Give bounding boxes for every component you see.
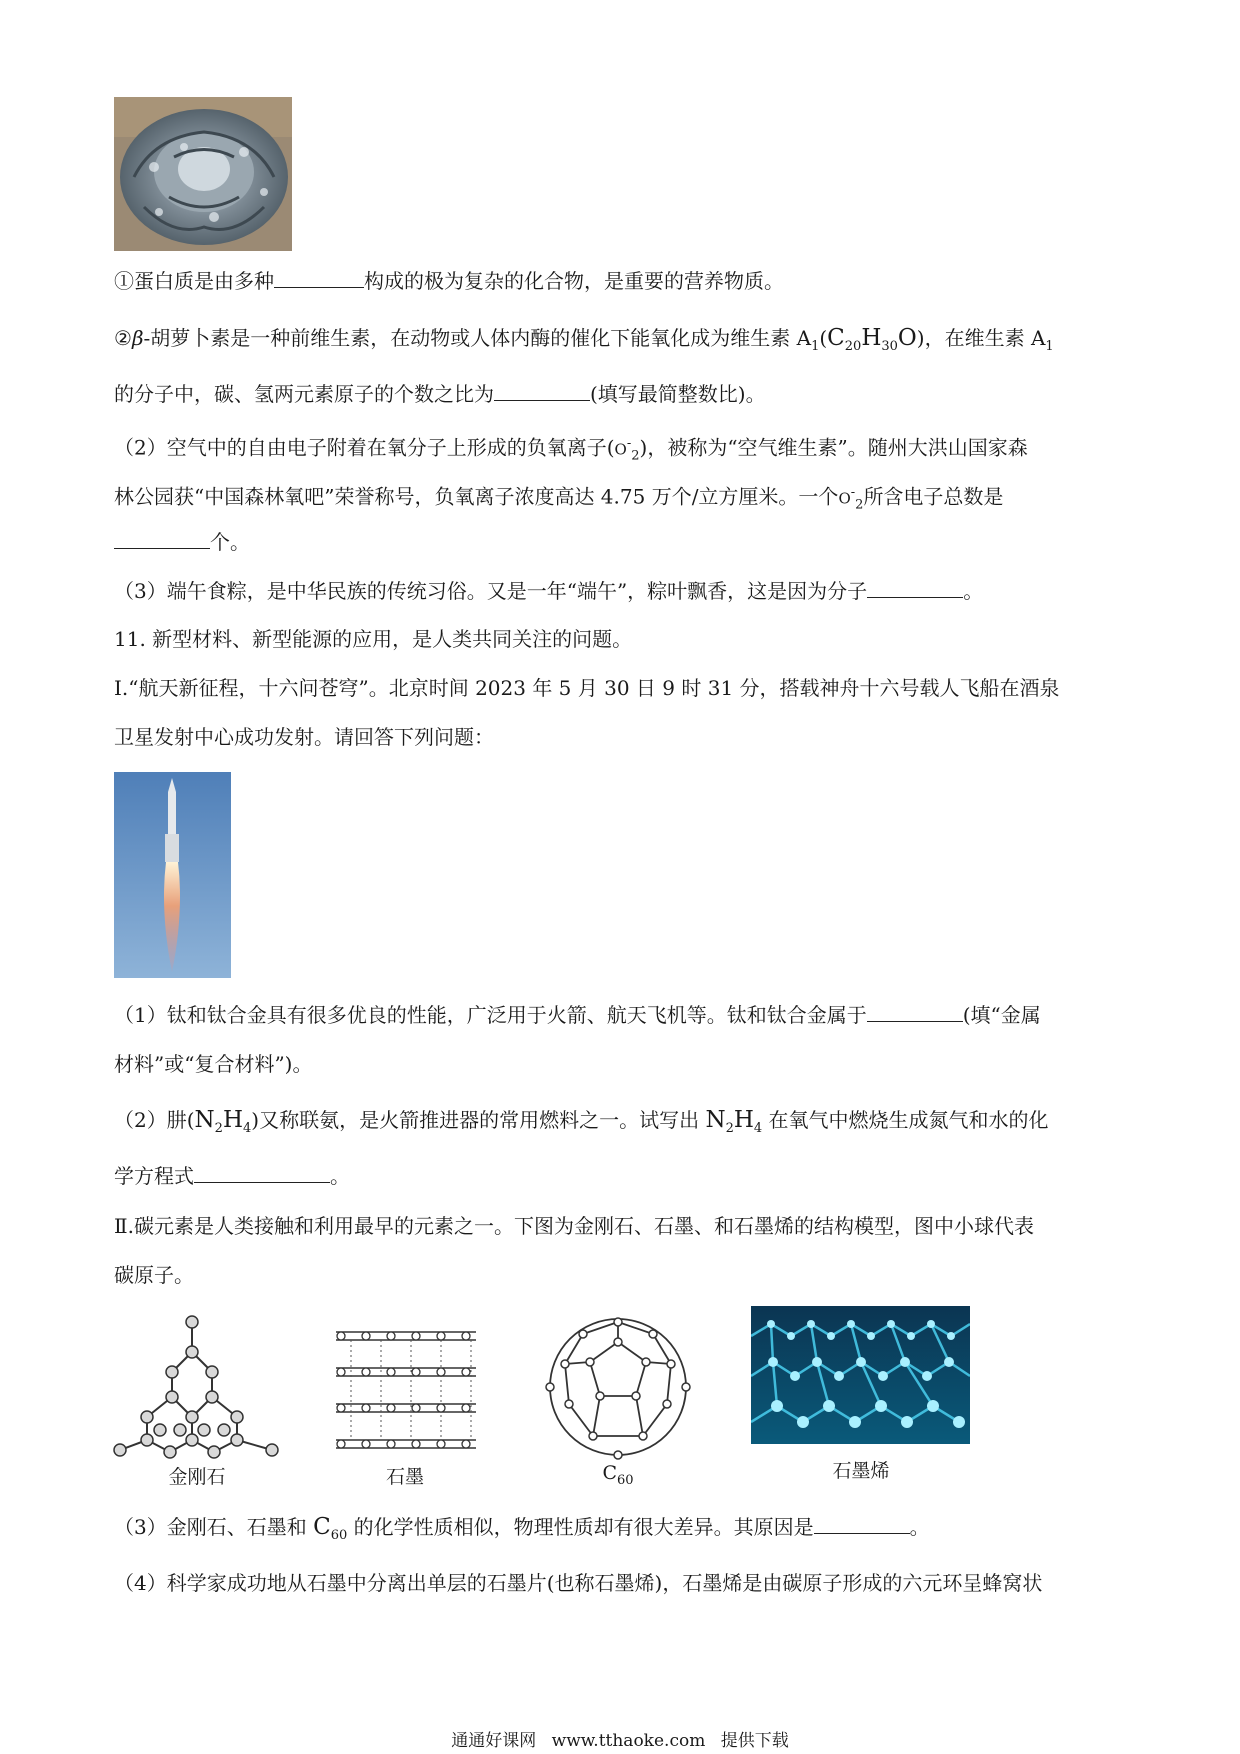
subscript: 2 xyxy=(725,1121,734,1136)
q11-title: 11. 新型材料、新型能源的应用，是人类共同关注的问题。 xyxy=(114,627,633,651)
text: （2）空气中的自由电子附着在氧分子上形成的负氧离子( xyxy=(114,435,615,460)
subscript: 4 xyxy=(753,1121,763,1136)
caption-c60 xyxy=(563,1462,673,1488)
q11-a5 xyxy=(114,1512,1134,1551)
text: 学方程式 xyxy=(114,1164,194,1188)
text: 个。 xyxy=(210,530,250,554)
footer-tail: 提供下载 xyxy=(720,1731,789,1751)
text: ( xyxy=(819,326,828,350)
subscript: 2 xyxy=(214,1121,223,1136)
text: （3）端午食粽，是中华民族的传统习俗。又是一年“端午”，粽叶飘香，这是因为分子 xyxy=(114,579,868,603)
text: -胡萝卜素是一种前维生素，在动物或人体内酶的催化下能氧化成为维生素 A xyxy=(143,326,812,350)
text: )，在维生素 A xyxy=(916,326,1046,350)
caption-diamond: 金刚石 xyxy=(168,1466,226,1488)
q11-intro-2: 卫星发射中心成功发射。请回答下列问题： xyxy=(114,725,494,749)
formula-c: C xyxy=(313,1514,331,1540)
caption-graphene: 石墨烯 xyxy=(832,1460,890,1482)
superscript: - xyxy=(626,436,632,451)
text: 。 xyxy=(963,579,984,603)
subscript: 1 xyxy=(1045,339,1054,354)
graphene-structure-figure xyxy=(751,1306,970,1444)
subscript: 60 xyxy=(617,1472,634,1488)
formula-h: H xyxy=(861,325,882,351)
subscript: 2 xyxy=(855,497,864,513)
text: 构成的极为复杂的化合物，是重要的营养物质。 xyxy=(364,269,784,293)
text: （3）金刚石、石墨和 xyxy=(114,1515,314,1539)
formula-c: C xyxy=(827,325,845,351)
rocket-launch-photo xyxy=(114,772,231,978)
q11-a6: （4）科学家成功地从石墨中分离出单层的石墨片(也称石墨烯)，石墨烯是由碳原子形成的六元环呈蜂窝状 xyxy=(114,1571,1043,1595)
text: 在氧气中燃烧生成氮气和水的化 xyxy=(762,1108,1049,1132)
q10-line-7 xyxy=(114,576,1134,606)
q10-line-3 xyxy=(114,379,1134,409)
formula-o: O xyxy=(897,325,917,351)
q11-intro-1: Ⅰ.“航天新征程，十六问苍穹”。北京时间 2023 年 5 月 30 日 9 时 31 分，搭载神舟十六号载人飞船在酒泉 xyxy=(114,676,1060,700)
q10-line-4 xyxy=(114,429,1134,472)
caption-graphite: 石墨 xyxy=(385,1466,424,1488)
footer-site: 通通好课网 xyxy=(451,1731,537,1751)
text: 的分子中，碳、氢两元素原子的个数之比为 xyxy=(114,382,494,406)
superscript: - xyxy=(850,485,856,500)
c60-structure-figure xyxy=(543,1312,693,1462)
formula-h: H xyxy=(733,1107,754,1133)
subscript: 1 xyxy=(811,339,820,354)
q10-line-1 xyxy=(114,266,1134,296)
subscript: 20 xyxy=(844,339,862,354)
text: 。 xyxy=(909,1515,930,1539)
q10-line-2 xyxy=(114,323,1134,362)
formula-o: O xyxy=(838,489,851,508)
frosted-cabbage-photo xyxy=(114,97,292,251)
q11-a4 xyxy=(114,1161,1134,1191)
answer-blank-molecules[interactable] xyxy=(867,577,963,598)
text: ② xyxy=(114,326,132,350)
q10-line-6 xyxy=(114,527,1134,557)
q10-line-5 xyxy=(114,478,1134,521)
diamond-structure-figure xyxy=(112,1312,282,1462)
q11-ii-1: Ⅱ.碳元素是人类接触和利用最早的元素之一。下图为金刚石、石墨、和石墨烯的结构模型，图中小球代表 xyxy=(114,1214,1034,1238)
text: 的化学性质相似，物理性质却有很大差异。其原因是 xyxy=(347,1515,814,1539)
formula-n: N xyxy=(194,1107,215,1133)
text: 。 xyxy=(330,1164,350,1188)
answer-blank-equation[interactable] xyxy=(194,1162,330,1183)
graphite-structure-figure xyxy=(326,1324,486,1454)
subscript: 30 xyxy=(881,339,898,354)
footer-url[interactable]: www.tthaoke.com xyxy=(551,1731,706,1751)
subscript: 4 xyxy=(243,1121,252,1136)
q11-a1 xyxy=(114,1000,1134,1030)
q11-a3 xyxy=(114,1105,1134,1144)
q11-ii-2: 碳原子。 xyxy=(114,1263,194,1287)
text: （1）钛和钛合金具有很多优良的性能，广泛用于火箭、航天飞机等。钛和钛合金属于 xyxy=(114,1003,867,1027)
answer-blank-material[interactable] xyxy=(867,1001,963,1022)
answer-blank-amino[interactable] xyxy=(274,267,364,288)
text: (填“金属 xyxy=(962,1003,1041,1027)
text: 林公园获“中国森林氧吧”荣誉称号，负氧离子浓度高达 4.75 万个/立方厘米。一个 xyxy=(114,484,839,509)
answer-blank-ratio[interactable] xyxy=(494,380,590,401)
answer-blank-reason[interactable] xyxy=(814,1513,910,1534)
formula-n: N xyxy=(705,1107,726,1133)
subscript: 2 xyxy=(631,448,640,464)
subscript: 60 xyxy=(330,1528,348,1543)
text: C xyxy=(602,1462,617,1484)
q11-a2: 材料”或“复合材料”)。 xyxy=(114,1052,313,1076)
formula-h: H xyxy=(222,1107,243,1133)
formula-o: O xyxy=(614,440,627,459)
text: )又称联氨，是火箭推进器的常用燃料之一。试写出 xyxy=(251,1108,706,1132)
beta-symbol: β xyxy=(131,326,144,350)
page-footer xyxy=(0,1726,1240,1751)
text: （2）肼( xyxy=(114,1108,195,1132)
text: (填写最简整数比)。 xyxy=(590,382,766,406)
text: )，被称为“空气维生素”。随州大洪山国家森 xyxy=(639,435,1028,460)
text: 所含电子总数是 xyxy=(863,484,1004,509)
text: ①蛋白质是由多种 xyxy=(114,269,274,293)
answer-blank-electrons[interactable] xyxy=(114,528,210,549)
